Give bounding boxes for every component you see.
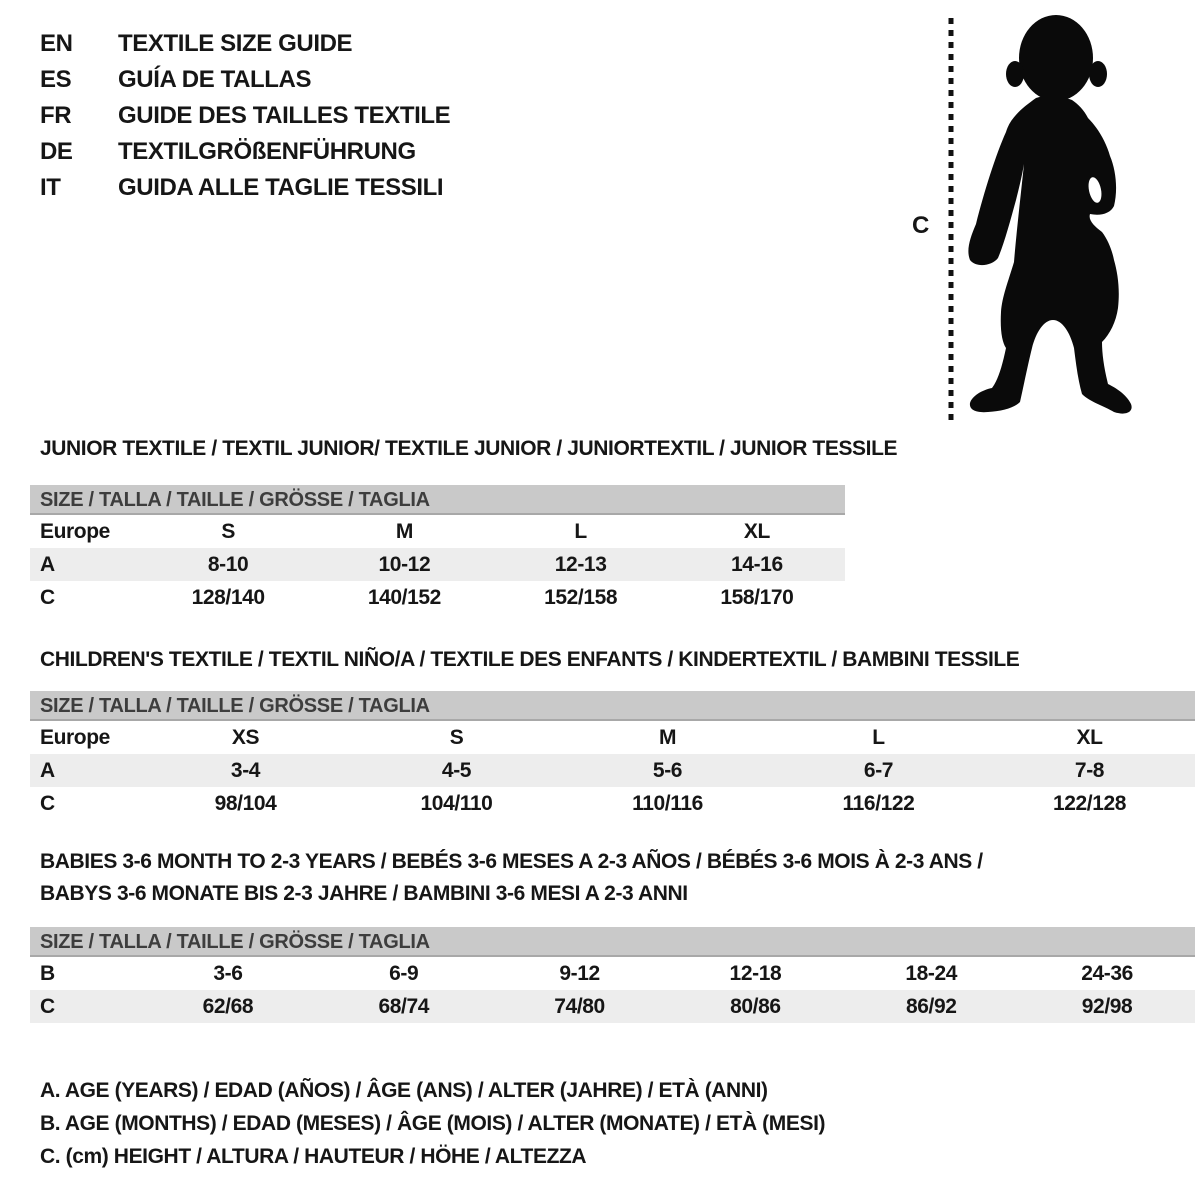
age-cell: 3-4 [230,758,261,782]
height-cell: 74/80 [554,994,605,1018]
height-cell: 158/170 [720,585,794,609]
age-cell: 5-6 [652,758,683,782]
size-header-bar: SIZE / TALLA / TAILLE / GRÖSSE / TAGLIA [30,691,1195,721]
height-cell: 62/68 [202,994,254,1018]
months-cell: 12-18 [729,961,782,985]
lang-title: TEXTILE SIZE GUIDE [118,30,353,57]
height-cell: 86/92 [905,994,957,1018]
months-cell: 24-36 [1081,961,1133,985]
lang-code: EN [40,30,73,57]
baby-silhouette-icon [958,12,1140,426]
row-label: A [40,758,55,782]
section-title-children: CHILDREN'S TEXTILE / TEXTIL NIÑO/A / TEXTILE DES ENFANTS / KINDERTEXTIL / BAMBINI TESSILE [40,648,1020,671]
lang-title: GUIDA ALLE TAGLIE TESSILI [118,174,444,201]
table-row [30,754,1195,787]
row-label: Europe [40,725,110,749]
age-cell: 7-8 [1074,758,1105,782]
children-size-table [30,691,1195,820]
age-cell: 10-12 [378,552,431,576]
lang-code: ES [40,66,72,93]
months-cell: 9-12 [559,961,600,985]
table-row [30,787,1195,820]
section-title-line: BABIES 3-6 MONTH TO 2-3 YEARS / BEBÉS 3-6 MESES A 2-3 AÑOS / BÉBÉS 3-6 MOIS À 2-3 ANS / [40,850,983,873]
months-cell: 6-9 [389,961,419,985]
height-cell: 152/158 [544,585,618,609]
table-row [30,548,845,581]
table-row [30,581,845,614]
lang-title: TEXTILGRÖßENFÜHRUNG [118,138,416,165]
table-row [30,721,1195,754]
height-cell: 128/140 [191,585,265,609]
age-cell: 12-13 [554,552,607,576]
height-cell: 104/110 [420,791,493,815]
height-cell: 80/86 [730,994,781,1018]
junior-size-table [30,485,845,614]
legend-line-height: C. (cm) HEIGHT / ALTURA / HAUTEUR / HÖHE / ALTEZZA [40,1145,587,1168]
height-cell: 68/74 [378,994,430,1018]
row-label: A [40,552,55,576]
months-cell: 18-24 [905,961,958,985]
table-row [30,990,1195,1023]
height-cell: 116/122 [842,791,915,815]
age-cell: 14-16 [731,552,783,576]
legend-line-age-years: A. AGE (YEARS) / EDAD (AÑOS) / ÂGE (ANS) / ALTER (JAHRE) / ETÀ (ANNI) [40,1079,768,1102]
section-title-babies [40,846,983,910]
table-row [30,957,1195,990]
language-title-list [40,26,450,206]
size-cell: L [872,725,885,749]
legend-line-age-months: B. AGE (MONTHS) / EDAD (MESES) / ÂGE (MOIS) / ALTER (MONATE) / ETÀ (MESI) [40,1112,826,1135]
height-cell: 122/128 [1052,791,1127,815]
height-measure-label: C [912,212,929,239]
size-cell: XL [743,519,770,543]
section-title-line: BABYS 3-6 MONATE BIS 2-3 JAHRE / BAMBINI 3-6 MESI A 2-3 ANNI [40,882,688,905]
age-cell: 6-7 [863,758,894,782]
size-cell: M [395,519,413,543]
row-label: B [40,961,55,985]
lang-code: IT [40,174,61,201]
size-cell: M [658,725,677,749]
babies-size-table [30,927,1195,1023]
row-label: C [40,585,55,609]
table-row [30,515,845,548]
size-cell: XL [1076,725,1103,749]
age-cell: 4-5 [441,758,472,782]
lang-code: DE [40,138,73,165]
height-cell: 92/98 [1081,994,1133,1018]
lang-title: GUIDE DES TAILLES TEXTILE [118,102,451,129]
row-label: C [40,791,55,815]
measurement-legend [40,1074,825,1173]
size-cell: XS [231,725,260,749]
height-cell: 140/152 [367,585,441,609]
months-cell: 3-6 [213,961,243,985]
size-cell: L [574,519,587,543]
lang-title: GUÍA DE TALLAS [118,66,312,93]
height-cell: 110/116 [632,791,703,815]
lang-code: FR [40,102,72,129]
section-title-junior: JUNIOR TEXTILE / TEXTIL JUNIOR/ TEXTILE JUNIOR / JUNIORTEXTIL / JUNIOR TESSILE [40,437,898,460]
height-dashed-line [946,16,956,420]
size-cell: S [221,519,235,543]
height-cell: 98/104 [214,791,277,815]
size-header-bar: SIZE / TALLA / TAILLE / GRÖSSE / TAGLIA [30,485,845,515]
size-header-bar: SIZE / TALLA / TAILLE / GRÖSSE / TAGLIA [30,927,1195,957]
age-cell: 8-10 [207,552,249,576]
row-label: Europe [40,519,110,543]
row-label: C [40,994,55,1018]
size-cell: S [449,725,464,749]
